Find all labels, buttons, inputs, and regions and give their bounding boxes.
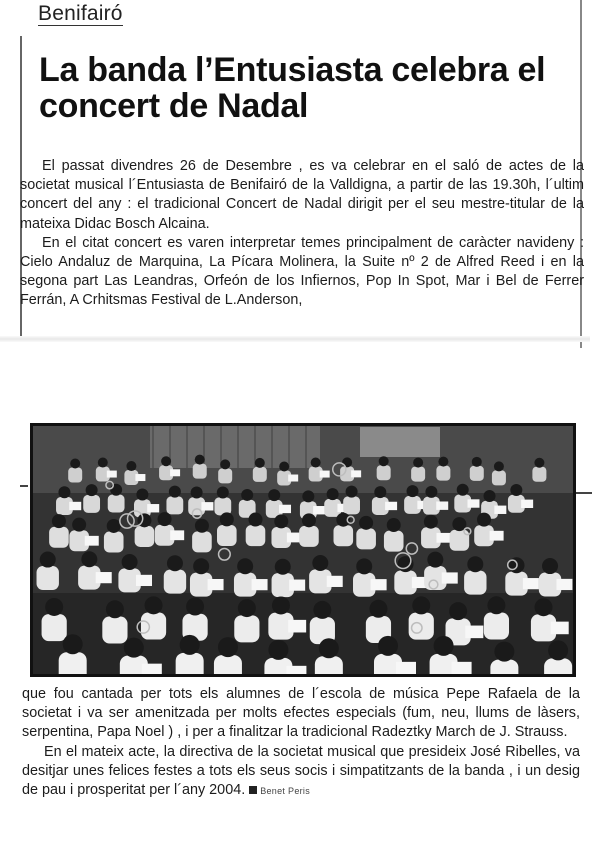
musician-head [110, 484, 122, 496]
music-sheet [69, 502, 81, 510]
musician-head [279, 462, 289, 472]
musician-head [434, 636, 454, 656]
paragraph [22, 743, 580, 802]
musician-head [494, 642, 514, 662]
musician-head [472, 457, 482, 467]
music-sheet [442, 572, 458, 583]
musician-head [158, 512, 172, 526]
band-concert-photo [30, 423, 576, 677]
musician-head [186, 598, 204, 616]
music-sheet [208, 579, 224, 590]
musician-shirt [214, 655, 242, 677]
musician-head [106, 600, 124, 618]
musician-head [275, 559, 291, 575]
musician-head [107, 519, 121, 533]
music-sheet [490, 531, 504, 541]
musician-shirt [214, 497, 231, 515]
music-sheet [371, 579, 387, 590]
musician-head [180, 635, 200, 655]
music-sheet [396, 662, 416, 676]
music-sheet [107, 471, 117, 478]
musician-head [193, 558, 209, 574]
musician-shirt [104, 532, 124, 553]
music-sheet [287, 533, 301, 543]
music-sheet [170, 530, 184, 540]
music-sheet [521, 500, 533, 508]
musician-shirt [234, 615, 259, 642]
musician-head [534, 458, 544, 468]
musician-head [467, 556, 483, 572]
musician-head [86, 484, 98, 496]
musician-shirt [356, 528, 376, 549]
music-sheet [468, 499, 480, 507]
musician-shirt [464, 571, 486, 595]
musician-head [374, 486, 386, 498]
music-sheet [351, 470, 361, 477]
musician-shirt [83, 495, 100, 513]
music-sheet [136, 575, 152, 586]
musician-shirt [192, 531, 212, 552]
musician-shirt [246, 525, 266, 546]
musician-head [477, 513, 491, 527]
musician-head [369, 600, 387, 618]
musician-head [535, 598, 553, 616]
musician-shirt [141, 613, 166, 640]
musician-head [457, 484, 469, 496]
musician-shirt [102, 616, 127, 643]
musician-shirt [450, 530, 470, 551]
musician-head [412, 596, 430, 614]
music-sheet [170, 469, 180, 476]
musician-head [312, 555, 328, 571]
musician-head [407, 485, 419, 497]
musician-head [45, 598, 63, 616]
musician-head [387, 518, 401, 532]
music-sheet [289, 580, 305, 591]
music-sheet [556, 579, 572, 590]
musician-shirt [411, 467, 425, 482]
musician-head [327, 488, 339, 500]
musician-head [63, 634, 83, 654]
musician-shirt [217, 525, 237, 546]
musician-head [449, 602, 467, 620]
musician-head [542, 558, 558, 574]
musician-shirt [343, 496, 360, 514]
musician-shirt [315, 656, 343, 677]
musician-head [427, 552, 443, 568]
musician-shirt [218, 468, 232, 483]
musician-head [218, 637, 238, 657]
music-sheet [279, 505, 291, 513]
musician-shirt [59, 652, 87, 677]
musician-head [274, 514, 288, 528]
musician-shirt [49, 527, 69, 548]
musician-head [319, 638, 339, 658]
musician-head [40, 552, 56, 568]
musician-shirt [253, 467, 267, 482]
musician-shirt [377, 465, 391, 480]
musician-head [98, 458, 108, 468]
musician-head [510, 484, 522, 496]
musician-shirt [193, 464, 207, 479]
musician-head [248, 513, 262, 527]
musician-head [161, 456, 171, 466]
music-sheet [523, 578, 539, 589]
paragraph-text: En el mateix acte, la directiva de la societat musical que presideix José Ribelles, va desitjar unes felices festes a tots els seus socis i simpatitzants de la banda , i un desig de pau i prosperitat per l´any 2004. [22, 743, 580, 799]
musician-shirt [68, 467, 82, 482]
musician-head [167, 555, 183, 571]
musician-head [124, 638, 144, 658]
music-sheet [494, 506, 506, 514]
article-headline: La banda l’Entusiasta celebra el concert de Nadal [39, 51, 546, 125]
musician-head [548, 640, 568, 660]
musician-head [425, 486, 437, 498]
musician-head [122, 554, 138, 570]
musician-head [342, 457, 352, 467]
musician-head [438, 457, 448, 467]
page-fold [0, 336, 590, 342]
musician-shirt [492, 470, 506, 485]
musician-head [72, 518, 86, 532]
musician-head [311, 458, 321, 468]
musician-head [191, 487, 203, 499]
band-concert-photo-image [30, 423, 576, 677]
music-sheet [147, 504, 159, 512]
musician-head [217, 487, 229, 499]
music-sheet [452, 662, 472, 676]
musician-head [494, 461, 504, 471]
music-sheet [436, 533, 450, 543]
musician-head [70, 458, 80, 468]
music-sheet [313, 506, 325, 514]
music-sheet [201, 502, 213, 510]
musician-shirt [299, 526, 319, 547]
musician-head [255, 458, 265, 468]
column-rule [20, 485, 28, 487]
musician-shirt [108, 495, 125, 513]
musician-shirt [484, 613, 509, 640]
musician-shirt [334, 525, 354, 546]
music-sheet [96, 572, 112, 583]
section-name: Benifairó [38, 2, 123, 25]
musician-head [302, 490, 314, 502]
musician-head [126, 461, 136, 471]
musician-shirt [436, 466, 450, 481]
musician-shirt [532, 467, 546, 482]
music-sheet [252, 579, 268, 590]
music-sheet [551, 622, 569, 635]
author-byline: Benet Peris [260, 786, 311, 797]
musician-shirt [37, 566, 59, 590]
musician-head [52, 514, 66, 528]
musician-head [413, 458, 423, 468]
musician-shirt [42, 614, 67, 641]
musician-shirt [384, 531, 404, 552]
musician-head [136, 488, 148, 500]
musician-shirt [176, 653, 204, 677]
column-rule [576, 492, 592, 494]
musician-head [220, 459, 230, 469]
article-body-top [20, 157, 584, 335]
music-sheet [135, 474, 145, 481]
musician-head [424, 515, 438, 529]
musician-head [272, 596, 290, 614]
end-mark-icon [249, 786, 257, 794]
musician-shirt [470, 466, 484, 481]
musician-head [346, 486, 358, 498]
musician-head [359, 516, 373, 530]
musician-head [195, 455, 205, 465]
musician-head [484, 490, 496, 502]
music-sheet [436, 501, 448, 509]
musician-head [241, 489, 253, 501]
musician-head [268, 640, 288, 660]
musician-head [487, 596, 505, 614]
musician-head [302, 513, 316, 527]
music-sheet [288, 620, 306, 633]
musician-head [81, 551, 97, 567]
musician-head [268, 489, 280, 501]
paragraph: que fou cantada per tots els alumnes de l´escola de música Pepe Rafaela de la societat i va ser amenitzada per molts efectes especials (fum, neu, llums de làsers, serpentina, Papa Noel ) , i per a finalitzar la tradicional Radeztky March de J. Strauss. [22, 686, 580, 741]
musician-shirt [166, 496, 183, 514]
music-sheet [327, 576, 343, 587]
musician-head [238, 599, 256, 617]
music-sheet [385, 502, 397, 510]
musician-head [356, 558, 372, 574]
music-sheet [288, 475, 298, 482]
musician-head [378, 636, 398, 656]
musician-head [336, 513, 350, 527]
musician-head [169, 486, 181, 498]
paragraph: En el citat concert es varen interpretar temes principalment de caràcter navideny : Cielo Andaluz de Marquina, La Pícara Molinera, la Suite nº 2 de Alfred Reed i en la segona part Las Leandras, Orfeón de los Infiernos, Pop In Spot, Mar i Bel de Ferrer Ferrán, A Crhitsmas Festival de L.Anderson, [20, 234, 584, 309]
musician-head [237, 558, 253, 574]
musician-shirt [135, 526, 155, 547]
musician-head [58, 486, 70, 498]
music-sheet [465, 626, 483, 639]
paragraph: El passat divendres 26 de Desembre , es va celebrar en el saló de actes de la societat musical l´Entusiasta de Benifairó de la Valldigna, a partir de las 19.30h, l´ultim concert del any : el tradicional Concert de Nadal dirigit per el seu mestre-titular de la mateixa Didac Bosch Alcaina. [20, 158, 584, 232]
musician-head [195, 519, 209, 533]
musician-head [379, 456, 389, 466]
musician-shirt [164, 570, 186, 594]
article-body-bottom [22, 685, 580, 801]
musician-head [220, 512, 234, 526]
music-sheet [85, 536, 99, 546]
musician-head [313, 601, 331, 619]
music-sheet [320, 471, 330, 478]
musician-head [145, 596, 163, 614]
